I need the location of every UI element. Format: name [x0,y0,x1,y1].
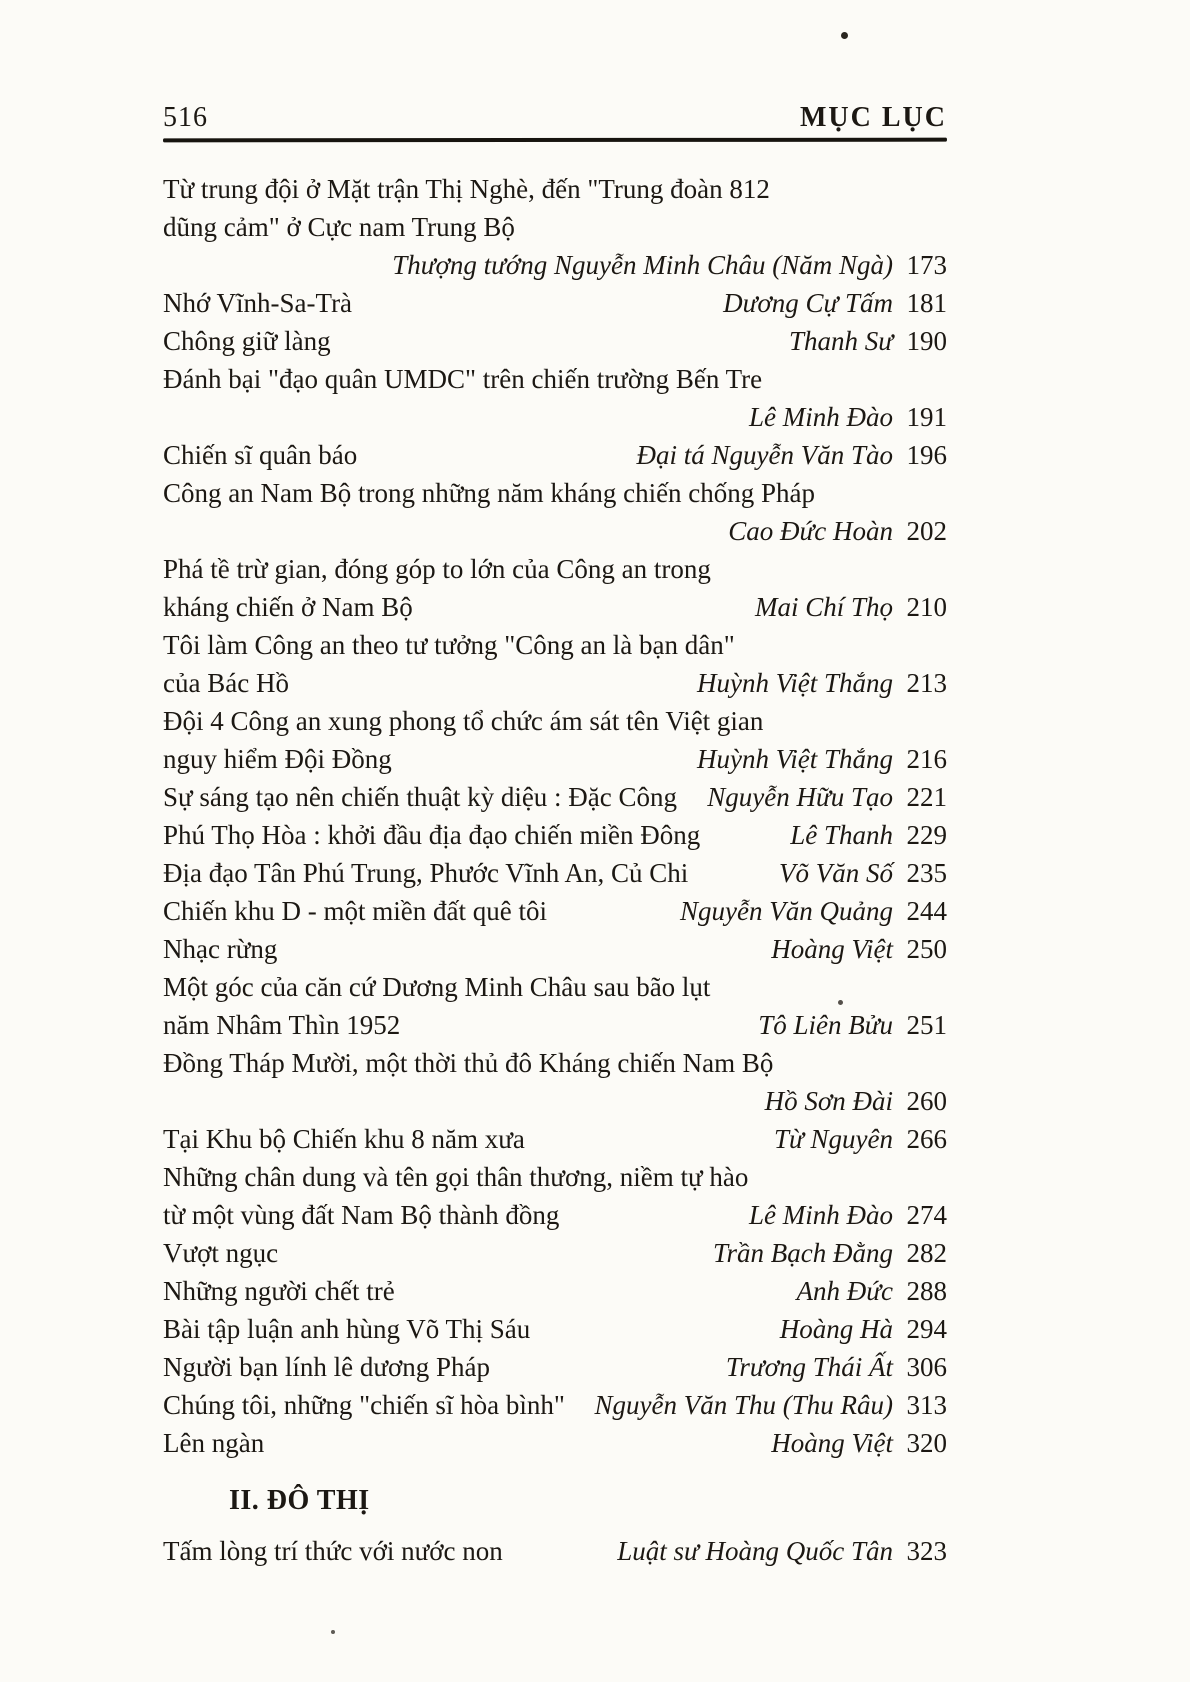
entry-title: nguy hiểm Đội Đồng [163,744,392,774]
entry-title: kháng chiến ở Nam Bộ [163,592,413,622]
entry-author: Võ Văn Số [779,858,893,888]
toc-author-line [163,398,947,436]
entry-title: Tấm lòng trí thức với nước non [163,1536,503,1566]
entry-page-number: 190 [906,326,947,356]
toc-line [163,360,947,398]
entry-author: Hoàng Việt [771,1428,893,1458]
entry-title: Vượt ngục [163,1238,279,1268]
toc-line [163,284,947,322]
toc-line [163,1272,947,1310]
scan-speck [841,32,848,39]
entry-page-number: 320 [906,1428,947,1458]
toc-entry [163,702,947,778]
entry-author: Luật sư Hoàng Quốc Tân [617,1536,893,1566]
entry-title: năm Nhâm Thìn 1952 [163,1010,401,1040]
page-header [163,102,947,134]
entry-title: Sự sáng tạo nên chiến thuật kỳ diệu : Đặc Công [163,782,678,812]
entry-page-number: 260 [906,1086,947,1116]
entry-page-number: 266 [906,1124,947,1154]
toc-entry [163,1532,947,1570]
entry-page-number: 288 [906,1276,947,1306]
entry-title: Đồng Tháp Mười, một thời thủ đô Kháng chiến Nam Bộ [163,1048,774,1078]
toc-entry [163,930,947,968]
toc-line [163,740,947,778]
entry-author: Lê Thanh [790,820,893,850]
page-content [163,102,947,1570]
toc-author-line [163,1082,947,1120]
entry-title: Đánh bại "đạo quân UMDC" trên chiến trường Bến Tre [163,364,763,394]
toc-entry [163,436,947,474]
toc-line [163,1348,947,1386]
entry-author: Trần Bạch Đằng [712,1238,893,1268]
toc-line [163,968,947,1006]
toc-line [163,1424,947,1462]
toc-line [163,588,947,626]
entry-title: Những chân dung và tên gọi thân thương, niềm tự hào [163,1162,749,1192]
toc-entry [163,1272,947,1310]
entry-author: Hoàng Việt [771,934,893,964]
entry-page-number: 294 [906,1314,947,1344]
toc-author-line [163,246,947,284]
toc-line [163,170,947,208]
toc-entry [163,816,947,854]
entry-author: Nguyễn Văn Thu (Thu Râu) [594,1390,893,1420]
entry-page-number: 244 [906,896,947,926]
entry-page-number: 210 [906,592,947,622]
entry-page-number: 173 [906,250,947,280]
toc-entry [163,360,947,436]
entry-title: của Bác Hồ [163,668,289,698]
toc-entry [163,1310,947,1348]
toc-line [163,1386,947,1424]
toc-entry [163,170,947,284]
entry-author: Dương Cự Tấm [723,288,893,318]
entry-title: Một góc của căn cứ Dương Minh Châu sau bão lụt [163,972,711,1002]
folio-number: 516 [163,102,208,133]
toc-line [163,1532,947,1570]
entry-author: Mai Chí Thọ [754,592,893,622]
entry-page-number: 251 [906,1010,947,1040]
entry-page-number: 191 [906,402,947,432]
entry-title: Tôi làm Công an theo tư tưởng "Công an là bạn dân" [163,630,735,660]
entry-author: Huỳnh Việt Thắng [697,668,893,698]
toc-entry [163,550,947,626]
toc-entry [163,968,947,1044]
toc-entry [163,1044,947,1120]
toc-entry [163,1120,947,1158]
running-title: MỤC LỤC [800,102,947,133]
toc-line [163,1120,947,1158]
toc-line [163,1158,947,1196]
toc-line [163,626,947,664]
entry-title: Phá tề trừ gian, đóng góp to lớn của Công an trong [163,554,711,584]
toc-line [163,892,947,930]
entry-title: từ một vùng đất Nam Bộ thành đồng [163,1200,560,1230]
toc-line [163,816,947,854]
entry-author: Nguyễn Văn Quảng [680,896,893,926]
entry-author: Từ Nguyên [774,1124,893,1154]
entry-page-number: 282 [906,1238,947,1268]
toc-line [163,208,947,246]
entry-author: Lê Minh Đào [749,402,893,432]
entry-title: Người bạn lính lê dương Pháp [163,1352,491,1382]
toc-entry [163,1348,947,1386]
entry-title: Địa đạo Tân Phú Trung, Phước Vĩnh An, Củ Chi [163,858,689,888]
entry-title: Bài tập luận anh hùng Võ Thị Sáu [163,1314,531,1344]
entry-title: Chúng tôi, những "chiến sĩ hòa bình" [163,1390,565,1420]
toc-author-line [163,512,947,550]
entry-author: Anh Đức [796,1276,893,1306]
toc-line [163,664,947,702]
toc-line [163,1044,947,1082]
entry-author: Thượng tướng Nguyễn Minh Châu (Năm Ngà) [392,250,893,280]
toc-entry [163,474,947,550]
entry-title: Chiến khu D - một miền đất quê tôi [163,896,547,926]
toc-entry [163,626,947,702]
entry-page-number: 181 [906,288,947,318]
header-rule [163,138,947,143]
entry-page-number: 235 [906,858,947,888]
entry-title: Nhạc rừng [163,934,278,964]
section-heading: II. ĐÔ THỊ [229,1485,370,1516]
toc-entry [163,1234,947,1272]
entry-title: Đội 4 Công an xung phong tổ chức ám sát tên Việt gian [163,706,764,736]
toc-line [163,778,947,816]
entry-title: Những người chết trẻ [163,1276,395,1306]
entry-title: Chông giữ làng [163,326,331,356]
entry-author: Trương Thái Ất [725,1352,893,1382]
entry-title: Tại Khu bộ Chiến khu 8 năm xưa [163,1124,525,1154]
toc-line [163,322,947,360]
entry-page-number: 313 [906,1390,947,1420]
entry-author: Hồ Sơn Đài [764,1086,893,1116]
toc-entry [163,1386,947,1424]
toc-line [163,1234,947,1272]
entry-author: Lê Minh Đào [749,1200,893,1230]
scan-speck [331,1630,335,1634]
toc-entry [163,1158,947,1234]
entry-title: Công an Nam Bộ trong những năm kháng chiến chống Pháp [163,478,816,508]
toc-entry [163,892,947,930]
toc-line [163,1310,947,1348]
toc-line [163,474,947,512]
entry-author: Đại tá Nguyễn Văn Tào [636,440,893,470]
entry-page-number: 213 [906,668,947,698]
toc-line [163,1006,947,1044]
toc-line [163,550,947,588]
toc-line [163,436,947,474]
toc-entry [163,284,947,322]
entry-page-number: 274 [906,1200,947,1230]
entry-page-number: 250 [906,934,947,964]
entry-page-number: 306 [906,1352,947,1382]
entry-author: Huỳnh Việt Thắng [697,744,893,774]
entry-title: Phú Thọ Hòa : khởi đầu địa đạo chiến miền Đông [163,820,701,850]
entry-title: Chiến sĩ quân báo [163,440,358,470]
toc-entry [163,778,947,816]
entry-title: Từ trung đội ở Mặt trận Thị Nghè, đến "Trung đoàn 812 [163,174,770,204]
toc-line [163,854,947,892]
entry-author: Tô Liên Bửu [758,1010,893,1040]
entry-author: Hoàng Hà [779,1314,893,1344]
entry-author: Thanh Sư [789,326,893,356]
entry-page-number: 229 [906,820,947,850]
toc-entry [163,322,947,360]
entry-page-number: 221 [906,782,947,812]
entry-title: Lên ngàn [163,1428,265,1458]
toc-body [163,170,947,1570]
entry-author: Nguyễn Hữu Tạo [707,782,893,812]
entry-page-number: 196 [906,440,947,470]
toc-line [163,702,947,740]
entry-page-number: 323 [906,1536,947,1566]
entry-title: dũng cảm" ở Cực nam Trung Bộ [163,212,515,242]
entry-title: Nhớ Vĩnh-Sa-Trà [163,288,353,318]
toc-line [163,1196,947,1234]
toc-entry [163,1424,947,1462]
entry-page-number: 216 [906,744,947,774]
entry-author: Cao Đức Hoàn [728,516,893,546]
toc-entry [163,854,947,892]
toc-line [163,930,947,968]
entry-page-number: 202 [906,516,947,546]
